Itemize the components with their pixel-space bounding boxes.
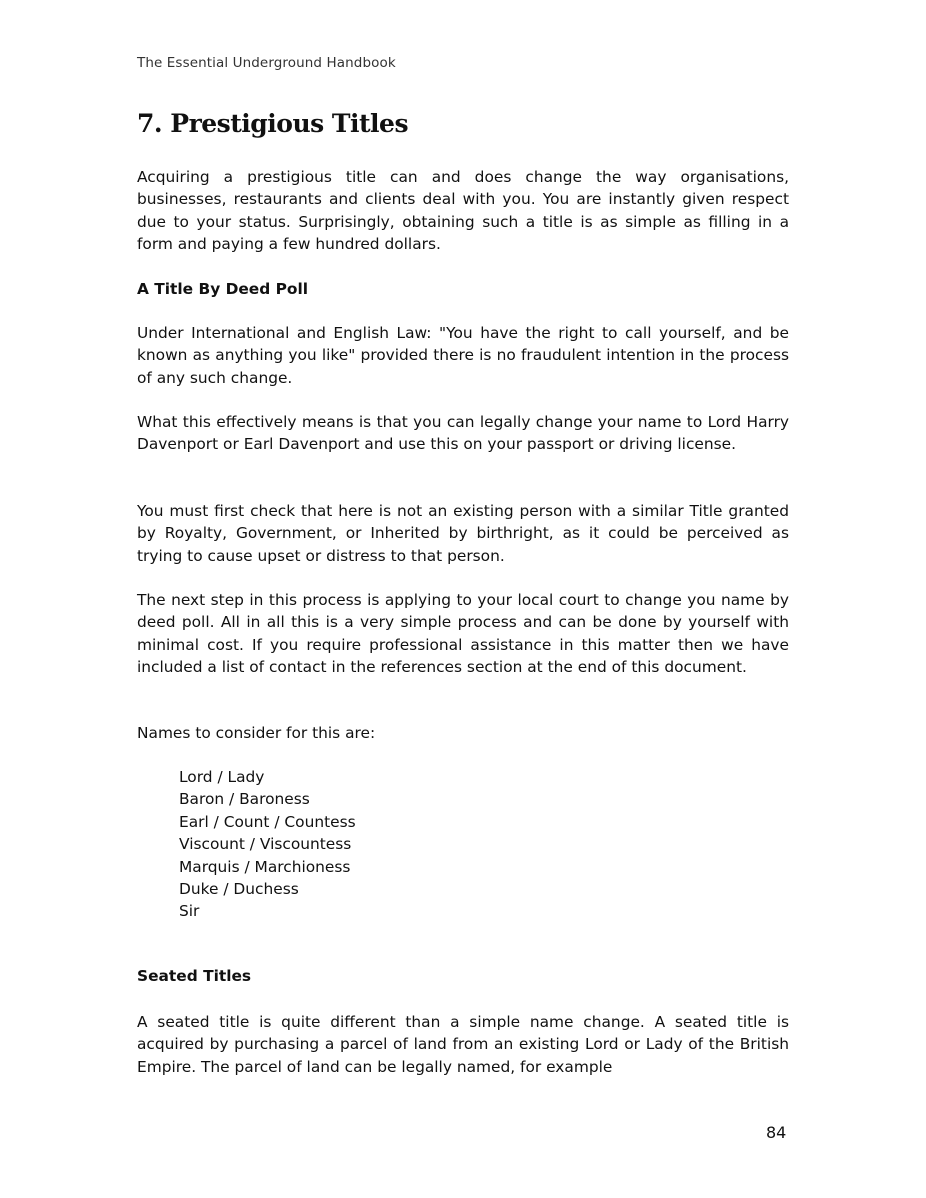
list-item: Viscount / Viscountess [179,835,352,854]
page-number: 84 [766,1123,787,1142]
seated-intro-paragraph: A seated title is quite different than a simple name change. A seated title is acquired by purchasing a parcel of land from an existing Lord or Lady of the British Empire. The parcel of land can be legally named, for example [137,1013,789,1076]
list-item: Duke / Duchess [179,880,299,899]
deed-poll-meaning-paragraph: What this effectively means is that you can legally change your name to Lord Harry Davenport or Earl Davenport and use this on your passport or driving license. [137,413,789,454]
deed-poll-check-paragraph: You must first check that here is not an existing person with a similar Title granted by Royalty, Government, or Inherited by birthright, as it could be perceived as trying to cause upset or distress to that person. [137,502,789,565]
intro-paragraph: Acquiring a prestigious title can and does change the way organisations, businesses, restaurants and clients deal with you. You are instantly given respect due to your status. Surprisingly, obtaining such a title is as simple as filling in a form and paying a few hundred dollars. [137,168,789,254]
names-list [179,766,356,923]
list-item: Baron / Baroness [179,790,310,809]
deed-poll-next-step-paragraph: The next step in this process is applying to your local court to change you name by deed poll. All in all this is a very simple process and can be done by yourself with minimal cost. If you require professional assistance in this matter then we have included a list of contact in the references section at the end of this document. [137,591,789,677]
list-item: Marquis / Marchioness [179,857,351,876]
deed-poll-law-paragraph: Under International and English Law: "You have the right to call yourself, and be known as anything you like" provided there is no fraudulent intention in the process of any such change. [137,324,789,387]
running-header: The Essential Underground Handbook [137,55,396,71]
list-item: Earl / Count / Countess [179,812,356,831]
list-item: Lord / Lady [179,768,265,786]
names-intro-paragraph: Names to consider for this are: [137,724,376,742]
subheading-seated-titles: Seated Titles [137,967,252,985]
list-item: Sir [179,902,200,921]
subheading-deed-poll: A Title By Deed Poll [137,280,309,298]
chapter-title: 7. Prestigious Titles [137,109,409,138]
